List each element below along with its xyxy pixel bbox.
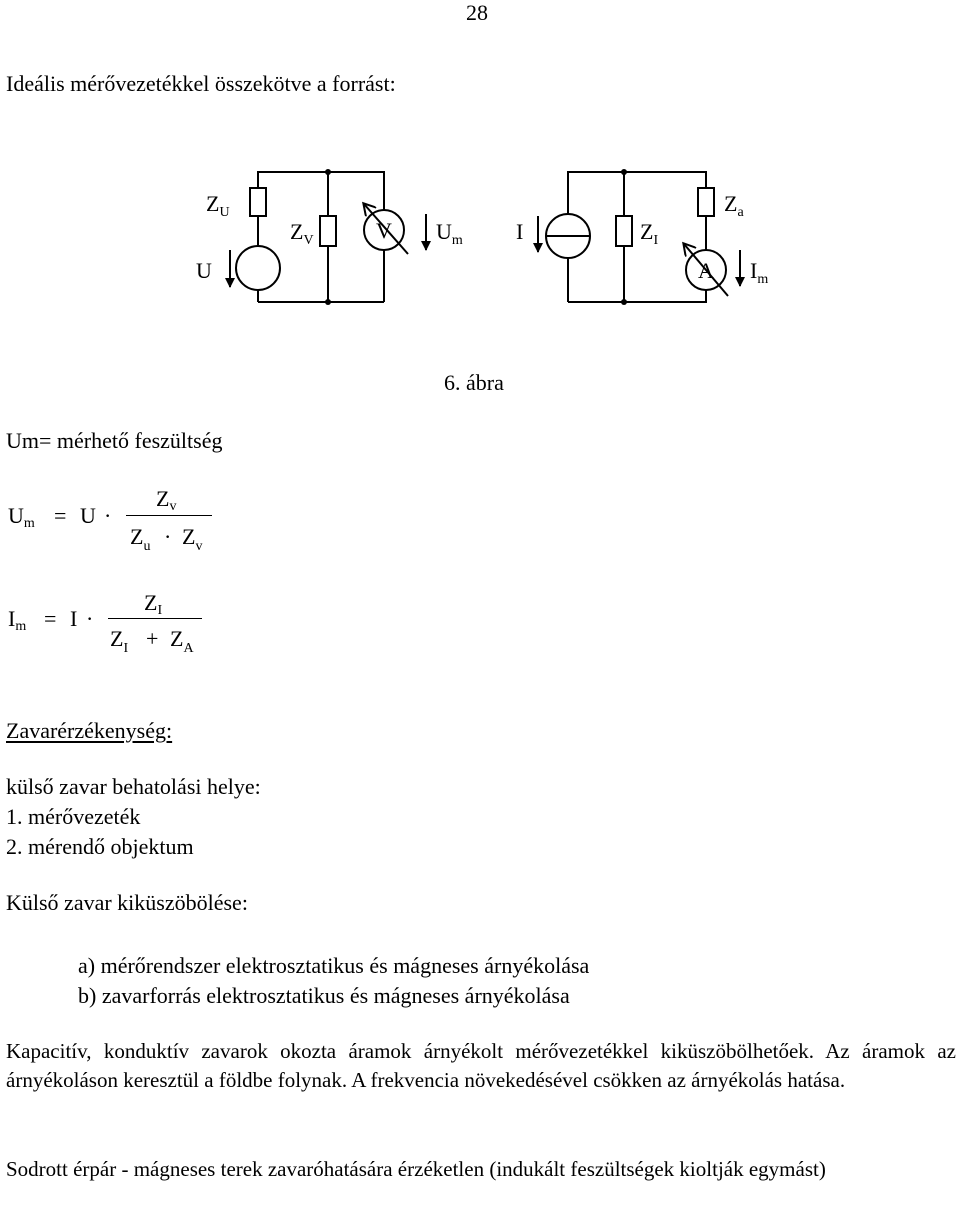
entry-item-2: 2. mérendő objektum: [6, 834, 194, 859]
paragraph-twisted-pair: Sodrott érpár - mágneses terek zavaróhatására érzéketlen (indukált feszültségek kioltják egymást): [6, 1157, 826, 1181]
za-label: $Z_a$: [724, 191, 744, 220]
elimination-heading: Külső zavar kiküszöbölése:: [6, 890, 248, 915]
formula-um-den-op: ·: [164, 524, 172, 549]
formula-im-den2: $Z_A$: [170, 626, 194, 656]
formula-um-lhs: $U_m$: [8, 503, 35, 531]
elimination-item-a: a) mérőrendszer elektrosztatikus és mágneses árnyékolása: [78, 953, 590, 978]
formula-um-eq: =: [54, 503, 67, 528]
formula-im-eq: =: [44, 606, 57, 631]
um-definition: Um= mérhető feszültség: [6, 428, 223, 453]
ammeter-label: A: [698, 258, 714, 283]
zv-label: $Z_V$: [290, 219, 314, 248]
sensitivity-heading: Zavarérzékenység:: [6, 718, 173, 743]
entry-heading: külső zavar behatolási helye:: [6, 774, 261, 799]
formula-im-fraction-bar: [108, 618, 202, 619]
formula-im-den-op: +: [146, 626, 159, 651]
formula-um-numerator: $Z_v$: [156, 486, 177, 514]
intro-text: Ideális mérővezetékkel összekötve a forrást:: [6, 71, 396, 96]
formula-um-fraction-bar: [126, 515, 212, 516]
zi-label: $Z_I$: [640, 219, 659, 248]
formula-um-den2: $Z_v$: [182, 524, 203, 554]
formula-im-factor: I: [70, 606, 78, 631]
entry-item-1: 1. mérővezeték: [6, 804, 141, 829]
formula-um-dot: ·: [104, 503, 112, 528]
formula-im-dot: ·: [86, 606, 94, 631]
formula-im-lhs: $I_m$: [8, 606, 27, 634]
formula-um-factor: U: [80, 503, 96, 528]
formula-im-numerator: $Z_I$: [144, 590, 163, 618]
page-number: 28: [466, 0, 488, 25]
figure-caption: 6. ábra: [444, 370, 504, 395]
paragraph-capacitive: Kapacitív, konduktív zavarok okozta áramok árnyékolt mérővezetékkel kiküszöbölhetőek. Az áramok az árnyékoláson keresztül a földbe folynak. A frekvencia növekedésével csökken az árnyékolás hatása.: [6, 1039, 956, 1092]
im-label: $I_m$: [750, 258, 769, 287]
voltmeter-label: V: [376, 218, 392, 243]
zu-label: $Z_U$: [206, 191, 230, 220]
um-label: $U_m$: [436, 219, 463, 248]
elimination-item-b: b) zavarforrás elektrosztatikus és mágneses árnyékolása: [78, 983, 570, 1008]
source-u-label: U: [196, 258, 212, 283]
source-i-label: I: [516, 219, 524, 244]
formula-um-den1: $Z_u$: [130, 524, 151, 554]
formula-im-den1: $Z_I$: [110, 626, 129, 656]
